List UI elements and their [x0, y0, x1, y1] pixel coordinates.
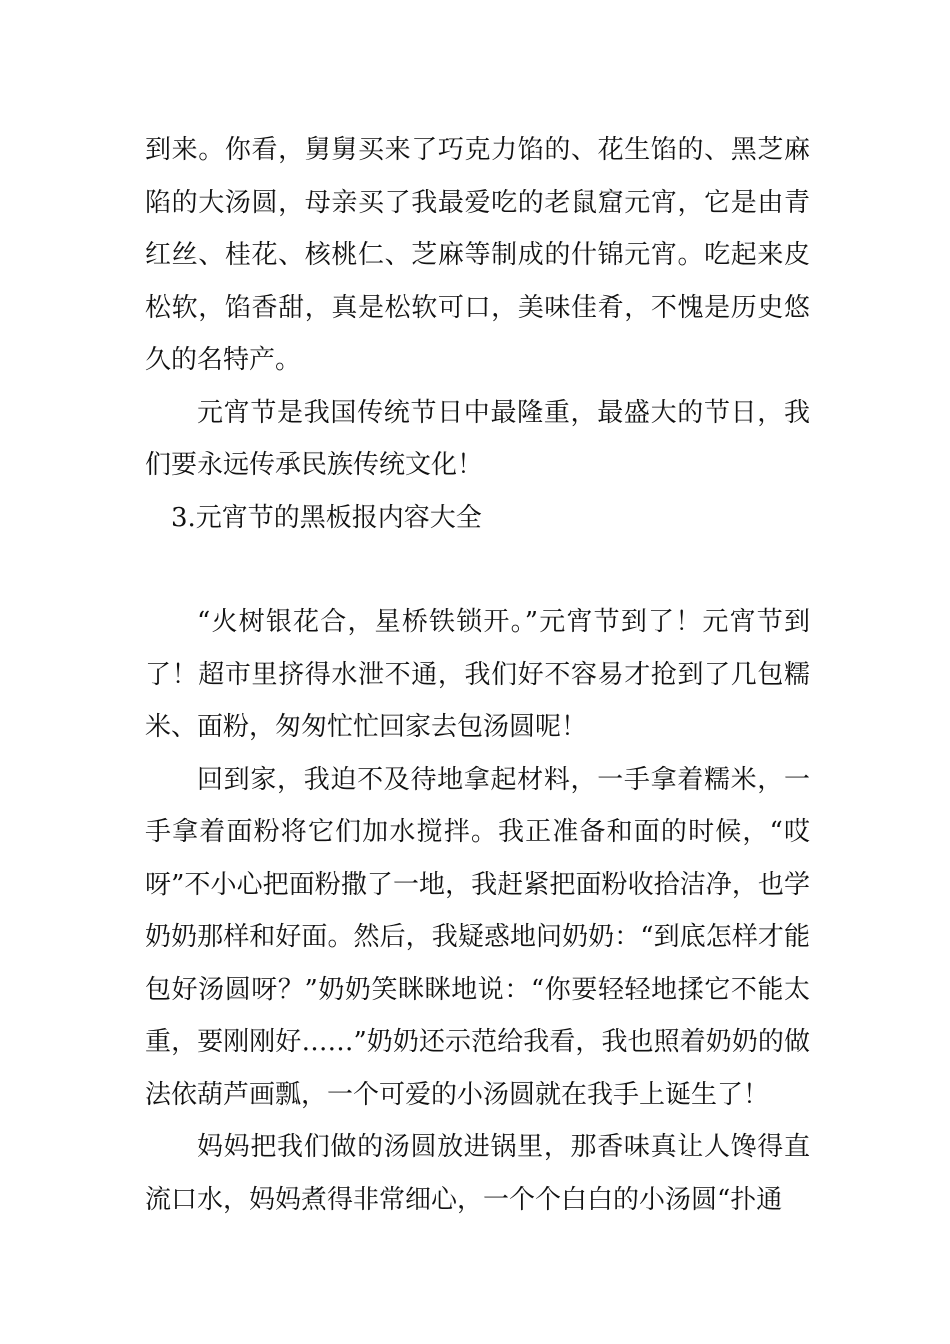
- paragraph-continuation: 到来。你看，舅舅买来了巧克力馅的、花生馅的、黑芝麻陷的大汤圆，母亲买了我最爱吃的老鼠窟元宵，它是由青红丝、桂花、核桃仁、芝麻等制成的什锦元宵。吃起来皮松软，馅香甜，真是松软可口，美味佳肴，不愧是历史悠久的名特产。: [145, 135, 810, 375]
- section-heading: 3.元宵节的黑板报内容大全: [171, 502, 482, 533]
- paragraph-making-dough: 回到家，我迫不及待地拿起材料，一手拿着糯米，一手拿着面粉将它们加水搅拌。我正准备和面的时候，“哎呀”不小心把面粉撒了一地，我赶紧把面粉收拾洁净，也学奶奶那样和好面。然后，我疑惑地问奶奶：“到底怎样才能包好汤圆呀？”奶奶笑眯眯地说：“你要轻轻地揉它不能太重，要刚刚好……”奶奶还示范给我看，我也照着奶奶的做法依葫芦画瓢，一个可爱的小汤圆就在我手上诞生了！: [145, 764, 810, 1110]
- paragraph-opening: “火树银花合，星桥铁锁开。”元宵节到了！元宵节到了！超市里挤得水泄不通，我们好不容易才抢到了几包糯米、面粉，匆匆忙忙回家去包汤圆呢！: [145, 607, 810, 742]
- paragraph-conclusion: 元宵节是我国传统节日中最隆重，最盛大的节日，我们要永远传承民族传统文化！: [145, 397, 810, 480]
- blank-line: [145, 544, 810, 596]
- document-body: [145, 124, 810, 1226]
- paragraph-cooking: 妈妈把我们做的汤圆放进锅里，那香味真让人馋得直流口水，妈妈煮得非常细心，一个个白白的小汤圆“扑通: [145, 1132, 810, 1215]
